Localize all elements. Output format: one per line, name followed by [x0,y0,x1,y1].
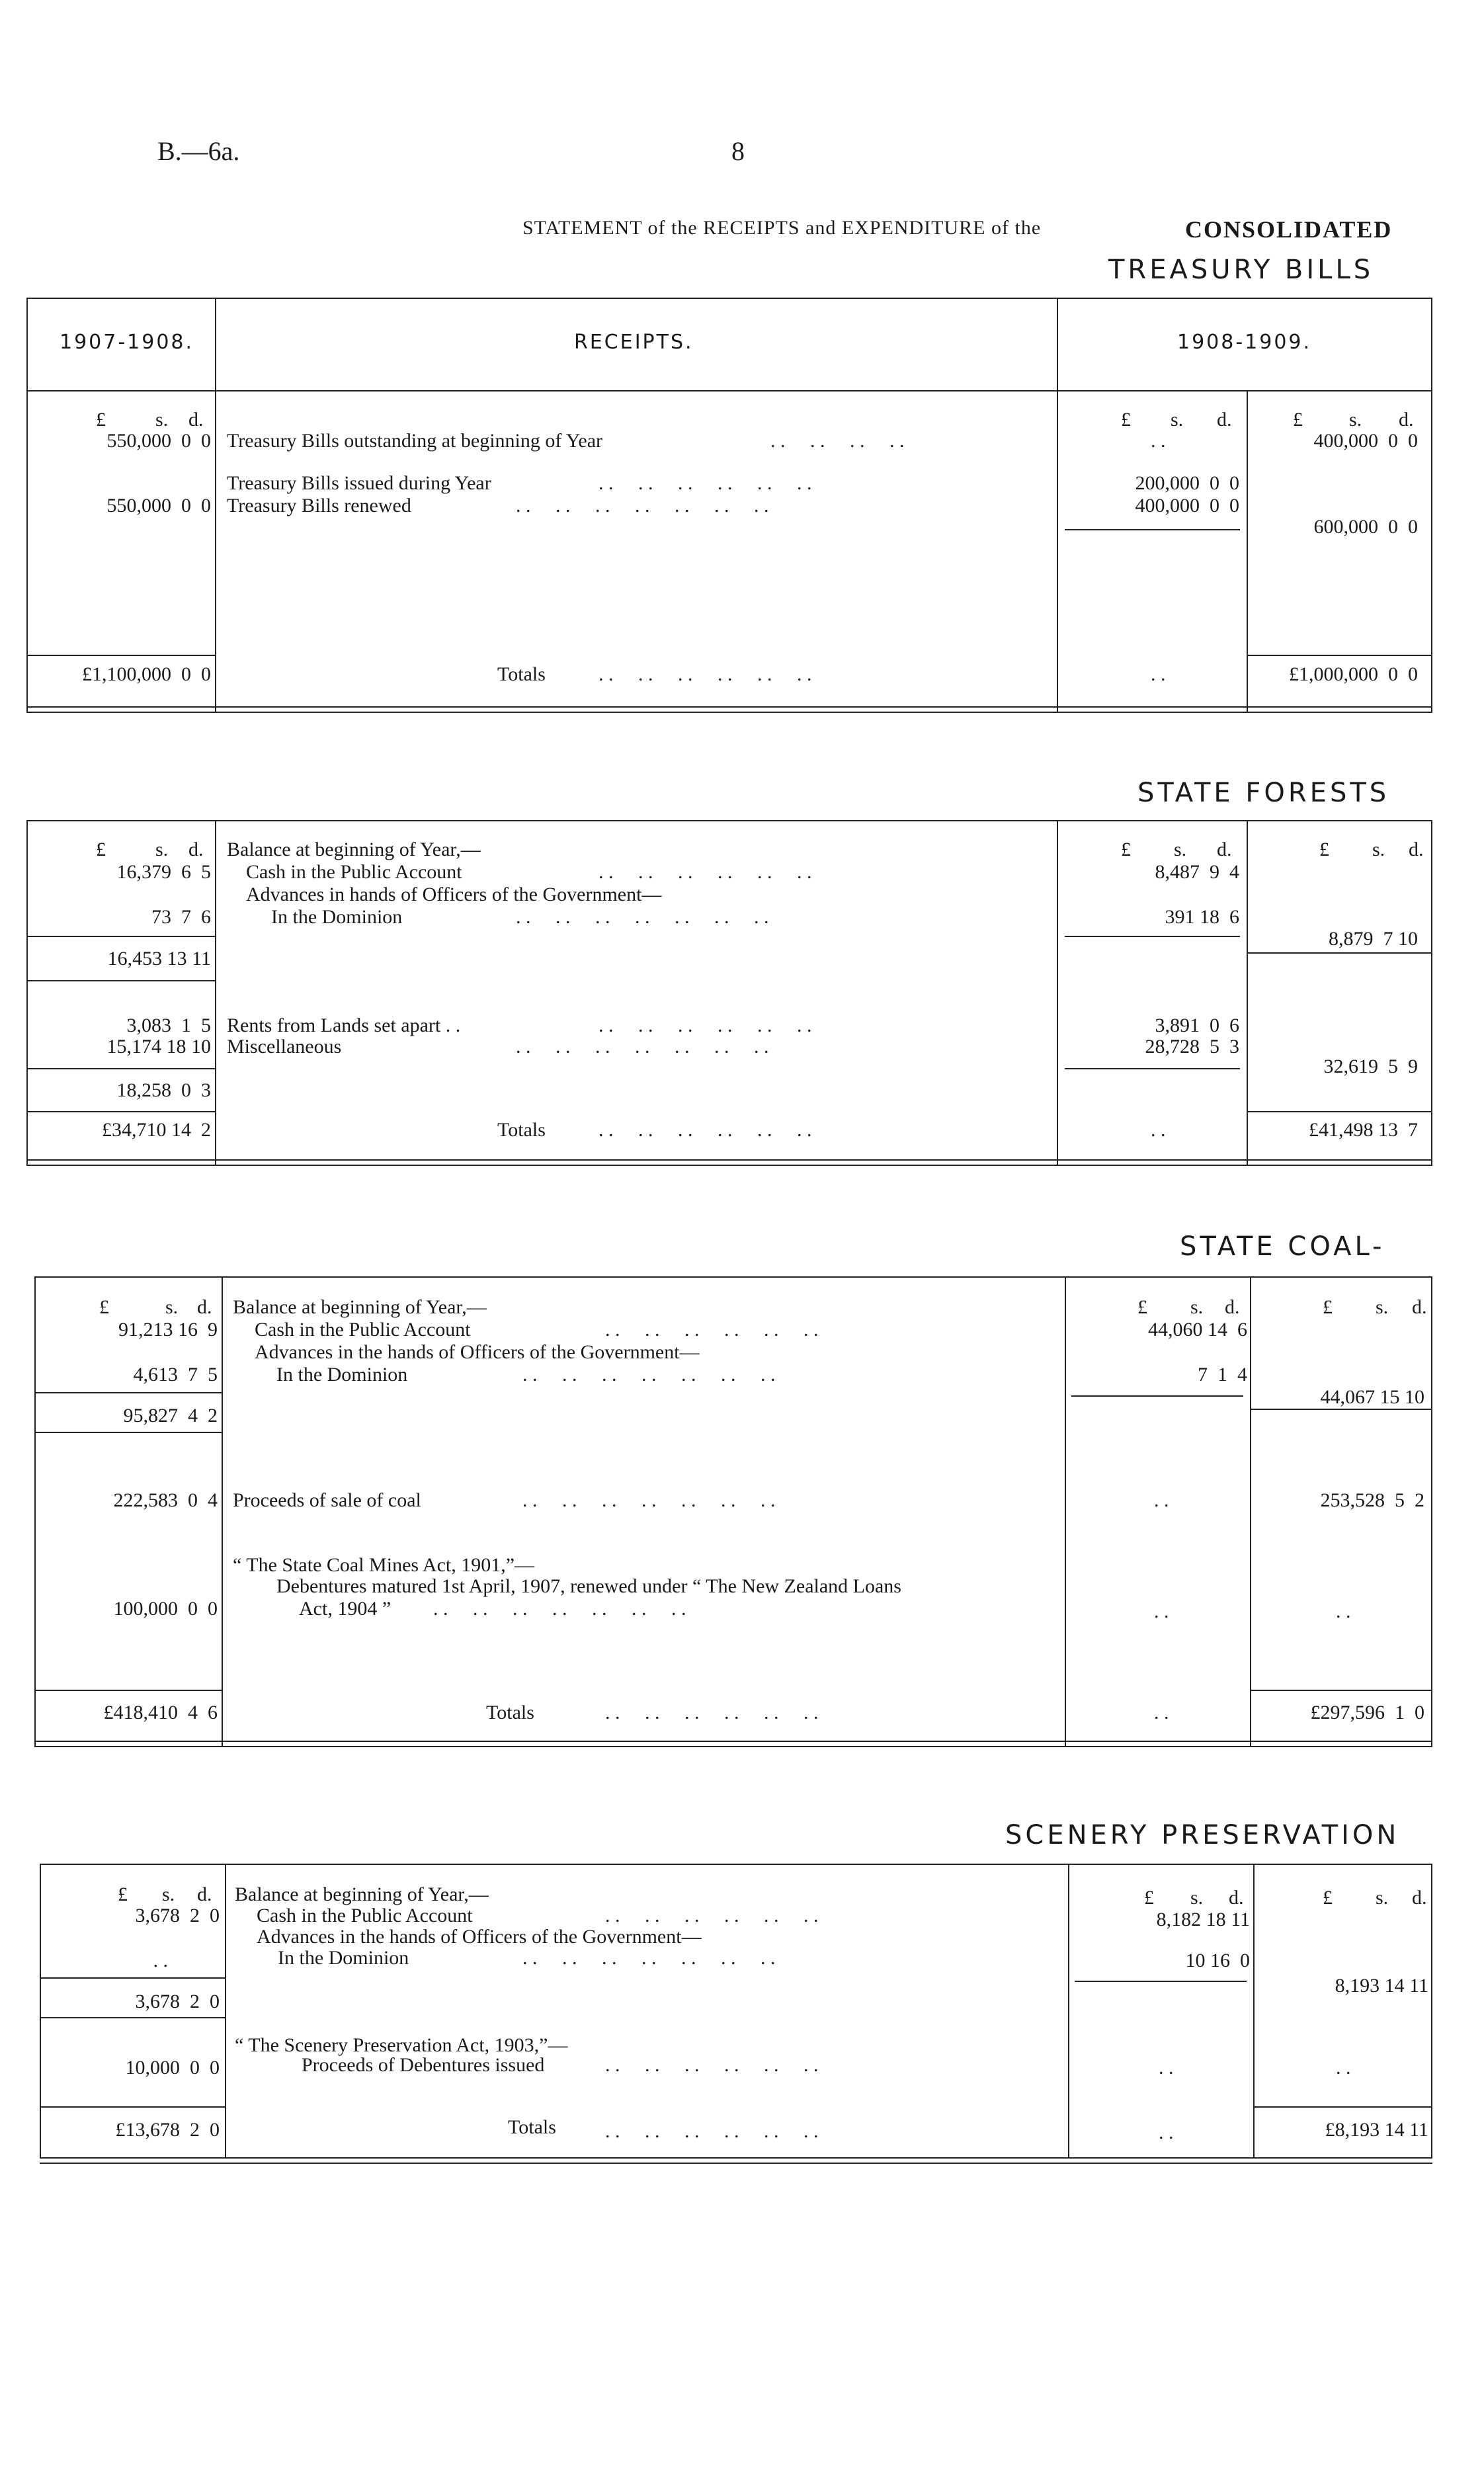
lsd-pound: £ [1293,409,1303,431]
dominion-label: In the Dominion [271,906,403,928]
leader-dots: . . . . . . . . . . . . [598,472,812,494]
rule [1253,1864,1255,2157]
act-heading: “ The Scenery Preservation Act, 1903,”— [235,2034,568,2056]
cash-label: Cash in the Public Account [246,861,462,883]
total-amount: £297,596 1 0 [1310,1702,1424,1723]
prev-subtotal: 18,258 0 3 [116,1079,211,1101]
receipt-desc: Treasury Bills outstanding at beginning of Year [227,430,603,452]
debentures-line: Act, 1904 ” [299,1598,392,1620]
sub-amount: . . [1154,1702,1169,1723]
lsd-pence: d. [1229,1887,1244,1909]
rule [26,712,1432,713]
rents-label: Rents from Lands set apart . . [227,1014,461,1036]
sub-amount: 8,487 9 4 [1155,861,1239,883]
balance-heading: Balance at beginning of Year,— [227,839,481,860]
leader-dots: . . . . . . . . . . . . [605,1905,819,1926]
balance-heading: Balance at beginning of Year,— [235,1883,489,1905]
rule [1253,2106,1431,2108]
lsd-pence: d. [1412,1296,1427,1318]
dominion-label: In the Dominion [278,1947,409,1969]
rule [40,1864,41,2157]
prev-amount: 222,583 0 4 [113,1489,218,1511]
prev-amount: 550,000 0 0 [106,430,211,452]
rule [1431,1276,1432,1747]
rule [34,1690,222,1691]
column-head-curr-year: 1908-1909. [1177,331,1312,354]
rule [225,1864,226,2157]
sub-amount: 28,728 5 3 [1145,1036,1239,1057]
rule [40,2163,1432,2164]
rule [215,298,216,713]
lsd-shillings: s. [1171,409,1184,431]
total-amount: £1,000,000 0 0 [1289,663,1418,685]
balance-heading: Balance at beginning of Year,— [233,1296,487,1318]
column-head-prev-year: 1907-1908. [60,331,194,354]
sub-amount: . . [1154,1600,1169,1622]
prev-amount: 550,000 0 0 [106,495,211,516]
leader-dots: . . . . . . . . . . . . [598,663,812,685]
section-title-scenery: SCENERY PRESERVATION [1005,1820,1400,1850]
lsd-pound: £ [96,839,106,860]
advances-label: Advances in hands of Officers of the Government— [246,884,662,905]
leader-dots: . . . . . . . . . . . . . . [516,1036,769,1057]
sub-amount: 10 16 0 [1185,1950,1250,1971]
sub-amount: . . [1151,663,1166,685]
prev-amount: 73 7 6 [151,906,211,928]
rule [1247,952,1431,954]
leader-dots: . . . . . . . . . . . . [605,1319,819,1341]
leader-dots: . . . . . . . . . . . . [605,1702,819,1723]
rule [26,1068,215,1069]
dominion-label: In the Dominion [276,1364,408,1385]
rule [1250,1276,1251,1747]
lsd-pound: £ [1121,839,1131,860]
rule [40,2157,1432,2159]
leader-dots: . . . . . . . . [770,430,905,452]
rule [34,1432,222,1433]
sub-amount: . . [1159,2122,1174,2143]
lsd-shillings: s. [162,1883,175,1905]
sub-amount: 7 1 4 [1198,1364,1247,1385]
misc-label: Miscellaneous [227,1036,342,1057]
rule [26,390,1432,392]
rule [1247,820,1248,1166]
section-title-treasury: TREASURY BILLS [1108,255,1374,285]
advances-label: Advances in the hands of Officers of the Government— [257,1926,702,1948]
rule [1247,655,1431,656]
leader-dots: . . . . . . . . . . . . . . [516,495,769,516]
rule [1065,1276,1066,1747]
prev-total: £34,710 14 2 [102,1119,211,1141]
leader-dots: . . . . . . . . . . . . [605,2054,819,2076]
total-amount: . . [1336,1600,1351,1622]
lsd-pence: d. [1217,839,1232,860]
column-head-receipts: RECEIPTS. [574,331,694,354]
lsd-pound: £ [1323,1887,1333,1909]
lsd-shillings: s. [155,409,169,431]
statement-lead: STATEMENT of the RECEIPTS and EXPENDITURE of the [522,217,1042,239]
lsd-shillings: s. [1174,839,1187,860]
total-amount: 600,000 0 0 [1313,516,1418,538]
rule [26,655,215,656]
sub-amount: . . [1154,1489,1169,1511]
lsd-shillings: s. [155,839,169,860]
rule [1431,298,1432,713]
cash-label: Cash in the Public Account [255,1319,471,1341]
section-title-forests: STATE FORESTS [1137,778,1390,808]
leader-dots: . . . . . . . . . . . . . . [433,1598,686,1620]
rule [26,298,1432,299]
sub-amount: . . [1159,2057,1174,2079]
rule [1431,1864,1432,2157]
lsd-shillings: s. [165,1296,179,1318]
lsd-pound: £ [1323,1296,1333,1318]
lsd-pence: d. [1409,839,1424,860]
receipt-desc: Treasury Bills renewed [227,495,411,516]
cash-label: Cash in the Public Account [257,1905,473,1926]
rule [26,1165,1432,1166]
prev-amount: 10,000 0 0 [125,2057,220,2079]
rule [26,820,28,1166]
rule [26,298,28,713]
sub-amount: . . [1151,1119,1166,1141]
lsd-shillings: s. [1376,1296,1389,1318]
leader-dots: . . . . . . . . . . . . [605,2120,819,2142]
lsd-shillings: s. [1376,1887,1389,1909]
rule [26,980,215,981]
rule [1065,1068,1240,1069]
total-amount: . . [1336,2057,1351,2079]
prev-amount: 91,213 16 9 [118,1319,218,1341]
lsd-pound: £ [1137,1296,1147,1318]
rule [1071,1395,1243,1397]
sub-amount: 8,182 18 11 [1156,1909,1250,1930]
prev-total: £418,410 4 6 [103,1702,218,1723]
sub-amount: 391 18 6 [1165,906,1239,928]
rule [1075,1981,1247,1982]
rule [1057,298,1058,713]
rule [26,936,215,937]
rule [34,1276,36,1747]
rule [26,706,1432,708]
leader-dots: . . . . . . . . . . . . [598,861,812,883]
lsd-shillings: s. [1372,839,1385,860]
lsd-pound: £ [1144,1887,1154,1909]
totals-label: Totals [508,2116,556,2138]
lsd-pence: d. [1412,1887,1427,1909]
rule [1247,1111,1431,1112]
total-amount: 400,000 0 0 [1313,430,1418,452]
lsd-pound: £ [99,1296,109,1318]
sub-amount: 3,891 0 6 [1155,1014,1239,1036]
sub-amount: 400,000 0 0 [1135,495,1239,516]
leader-dots: . . . . . . . . . . . . . . [522,1364,776,1385]
prev-amount: . . [153,1950,168,1971]
total-amount: 8,193 14 11 [1335,1975,1428,1997]
leader-dots: . . . . . . . . . . . . . . [516,906,769,928]
section-title-coal: STATE COAL- [1180,1231,1385,1262]
proceeds-label: Proceeds of sale of coal [233,1489,421,1511]
prev-amount: 16,379 6 5 [116,861,211,883]
leader-dots: . . . . . . . . . . . . [598,1119,812,1141]
total-amount: 8,879 7 10 [1329,928,1418,950]
leader-dots: . . . . . . . . . . . . . . [522,1489,776,1511]
act-heading: “ The State Coal Mines Act, 1901,”— [233,1554,535,1576]
lsd-shillings: s. [1349,409,1362,431]
lsd-pence: d. [1217,409,1232,431]
prev-subtotal: 95,827 4 2 [123,1405,218,1426]
rule [26,820,1432,821]
prev-amount: 3,083 1 5 [126,1014,211,1036]
lsd-pence: d. [188,409,204,431]
prev-total: £13,678 2 0 [115,2119,220,2141]
lsd-pence: d. [1399,409,1414,431]
rule [1247,390,1248,713]
rule [215,820,216,1166]
prev-total: £1,100,000 0 0 [82,663,211,685]
rule [40,1864,1432,1865]
receipt-desc: Treasury Bills issued during Year [227,472,491,494]
total-amount: £41,498 13 7 [1309,1119,1418,1141]
rule [34,1276,1432,1278]
rule [40,2106,225,2108]
advances-label: Advances in the hands of Officers of the Government— [255,1341,700,1363]
page-reference: B.—6a. [157,136,240,166]
debentures-label: Proceeds of Debentures issued [302,2054,545,2076]
prev-amount: 4,613 7 5 [133,1364,218,1385]
rule [1250,1409,1431,1410]
rule [26,1111,215,1112]
total-amount: 32,619 5 9 [1323,1055,1418,1077]
rule [1065,936,1240,937]
rule [1057,820,1058,1166]
totals-label: Totals [497,663,546,685]
sub-amount: 44,060 14 6 [1148,1319,1247,1341]
lsd-shillings: s. [1190,1296,1204,1318]
rule [222,1276,223,1747]
rule [34,1746,1432,1747]
lsd-pence: d. [197,1296,212,1318]
statement-bold: CONSOLIDATED [1185,216,1393,243]
prev-amount: 15,174 18 10 [106,1036,211,1057]
lsd-pence: d. [1225,1296,1240,1318]
lsd-pound: £ [1319,839,1329,860]
prev-subtotal: 3,678 2 0 [135,1991,220,2012]
rule [40,2017,225,2018]
leader-dots: . . . . . . . . . . . . [598,1014,812,1036]
rule [34,1741,1432,1742]
rule [40,1977,225,1979]
sub-amount: 200,000 0 0 [1135,472,1239,494]
rule [1250,1690,1431,1691]
total-amount: 44,067 15 10 [1320,1386,1424,1408]
rule [34,1392,222,1393]
leader-dots: . . . . . . . . . . . . . . [522,1947,776,1969]
lsd-pound: £ [118,1883,128,1905]
lsd-pound: £ [96,409,106,431]
rule [1065,529,1240,530]
lsd-pence: d. [188,839,204,860]
totals-label: Totals [486,1702,534,1723]
debentures-line: Debentures matured 1st April, 1907, renewed under “ The New Zealand Loans [276,1575,901,1597]
page-number: 8 [731,136,745,166]
prev-amount: 100,000 0 0 [113,1598,218,1620]
rule [1068,1864,1069,2157]
lsd-pound: £ [1121,409,1131,431]
rule [1431,820,1432,1166]
prev-amount: 3,678 2 0 [135,1905,220,1926]
lsd-pence: d. [197,1883,212,1905]
rule [26,1159,1432,1161]
lsd-shillings: s. [1190,1887,1204,1909]
total-amount: 253,528 5 2 [1320,1489,1424,1511]
totals-label: Totals [497,1119,546,1141]
sub-amount: . . [1151,430,1166,452]
prev-subtotal: 16,453 13 11 [107,948,211,970]
total-amount: £8,193 14 11 [1325,2119,1428,2141]
